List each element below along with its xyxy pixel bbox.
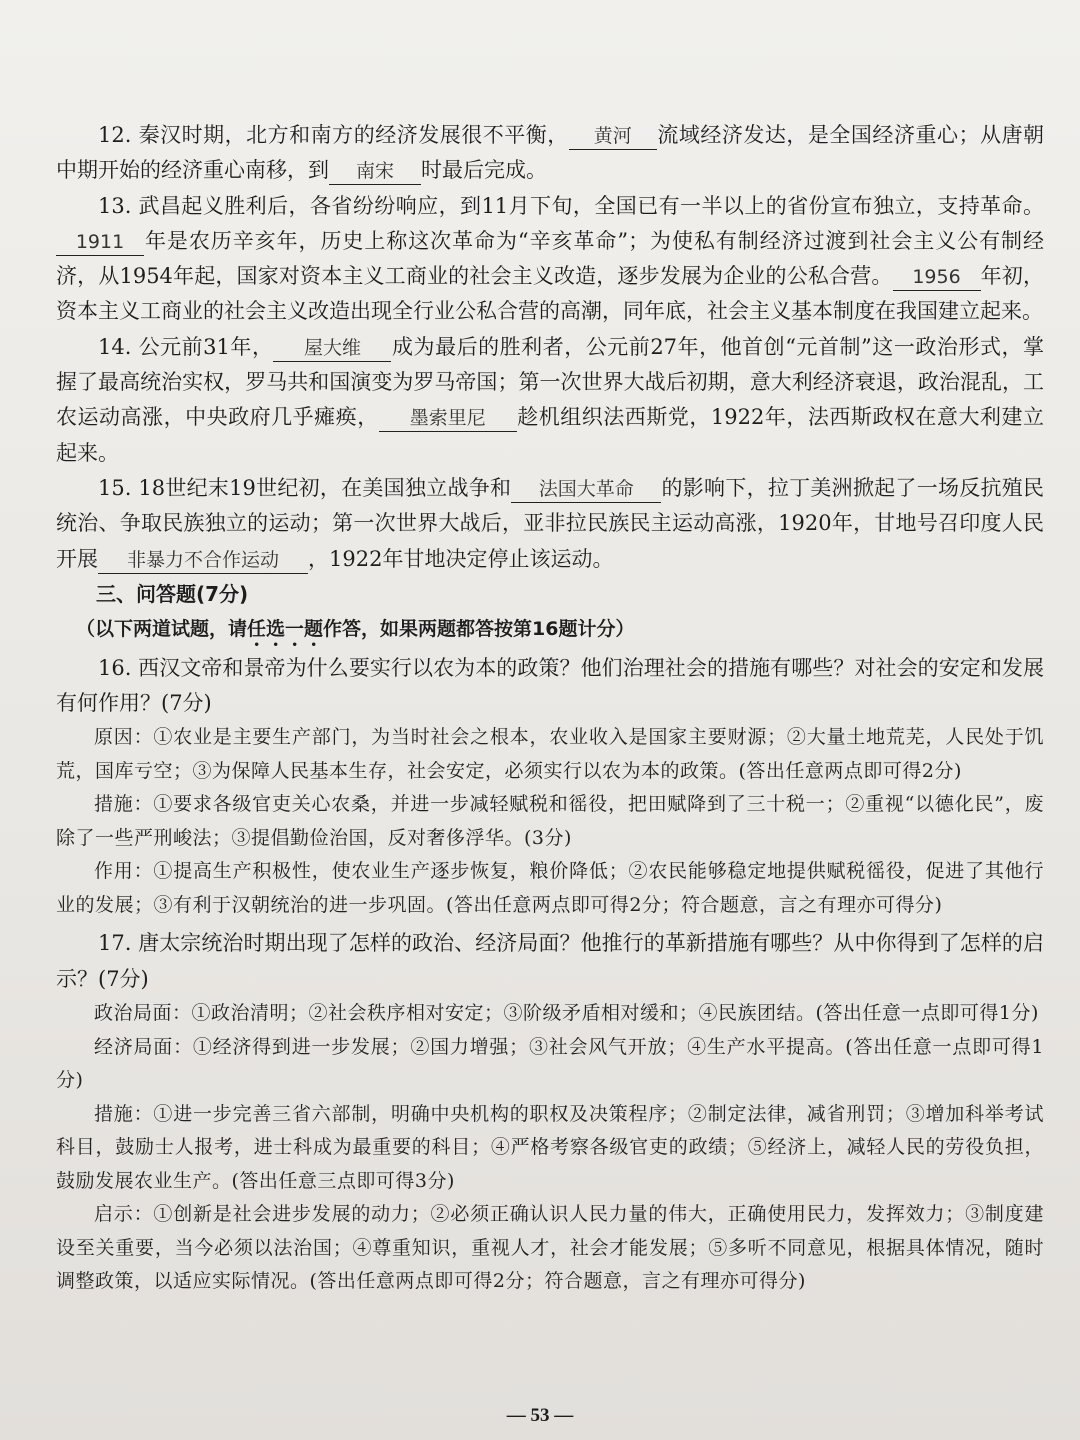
question-13 (56, 189, 1044, 330)
q16-answer-measures: 措施：①要求各级官吏关心农桑，并进一步减轻赋税和徭役，把田赋降到了三十税一；②重视“以德化民”，废除了一些严刑峻法；③提倡勤俭治国，反对奢侈浮华。(3分) (56, 793, 1044, 849)
instructions-emphasis: 任选一题 (247, 617, 324, 640)
q14-answer-blank-2: 墨索里尼 (379, 405, 517, 432)
q14-answer-blank-1: 屋大维 (273, 335, 391, 362)
instructions-part-1: （以下两道试题，请 (76, 617, 248, 640)
q12-text-3: 时最后完成。 (421, 158, 547, 183)
q13-answer-blank-1: 1911 (56, 229, 144, 256)
q15-text-3: ，1922年甘地决定停止该运动。 (308, 546, 614, 571)
question-12 (56, 118, 1044, 189)
q13-text-1: 13. 武昌起义胜利后，各省纷纷响应，到11月下旬，全国已有一半以上的省份宣布独立，支持革命。 (98, 193, 1044, 218)
q12-text-2: 流域经济发达，是全国经济重心；从唐朝中期开始的经济重心南移，到 (56, 123, 1045, 183)
q14-text-3: 趁机组织法西斯党，1922年，法西斯政权在意大利建立起来。 (56, 405, 1044, 465)
section-3-instructions (76, 612, 1044, 651)
question-14 (56, 330, 1044, 471)
q17-answer-insight: 启示：①创新是社会进步发展的动力；②必须正确认识人民力量的伟大，正确使用民力，发挥效力；③制度建设至关重要，当今必须以法治国；④尊重知识，重视人才，社会才能发展；⑤多听不同意见，根据具体情况，随时调整政策，以适应实际情况。(答出任意两点即可得2分；符合题意，言之有理亦可得分) (56, 1203, 1044, 1293)
q13-text-2: 年是农历辛亥年，历史上称这次革命为“辛亥革命”；为使私有制经济过渡到社会主义公有制经济，从1954年起，国家对资本主义工商业的社会主义改造，逐步发展为企业的公私合营。 (56, 228, 1044, 289)
q15-answer-blank-1: 法国大革命 (511, 476, 661, 503)
q17-answer-economy: 经济局面：①经济得到进一步发展；②国力增强；③社会风气开放；④生产水平提高。(答出任意一点即可得1分) (56, 1035, 1044, 1092)
q17-answer-politics: 政治局面：①政治清明；②社会秩序相对安定；③阶级矛盾相对缓和；④民族团结。(答出任意一点即可得1分) (94, 1002, 1039, 1025)
q16-answer-reason: 原因：①农业是主要生产部门，为当时社会之根本，农业收入是国家主要财源；②大量土地荒芜，人民处于饥荒，国库亏空；③为保障人民基本生存，社会安定，必须实行以农为本的政策。(答出任意两点即可得2分) (56, 726, 1044, 782)
q15-answer-blank-2: 非暴力不合作运动 (98, 547, 308, 574)
section-3-title: 三、问答题(7分) (96, 581, 249, 606)
q14-text-1: 14. 公元前31年， (98, 334, 274, 359)
question-17: 17. 唐太宗统治时期出现了怎样的政治、经济局面？他推行的革新措施有哪些？从中你得到了怎样的启示？(7分) (56, 931, 1044, 991)
page-number: — 53 — (506, 1405, 574, 1426)
question-16: 16. 西汉文帝和景帝为什么要实行以农为本的政策？他们治理社会的措施有哪些？对社会的安定和发展有何作用？(7分) (56, 655, 1044, 716)
q14-text-2: 成为最后的胜利者，公元前27年，他首创“元首制”这一政治形式，掌握了最高统治实权，罗马共和国演变为罗马帝国；第一次世界大战后初期，意大利经济衰退，政治混乱，工农运动高涨，中央政府几乎瘫痪， (56, 334, 1044, 430)
instructions-part-2: 作答，如果两题都答按第16题计分） (323, 617, 635, 640)
question-15 (56, 471, 1044, 577)
q12-answer-blank-1: 黄河 (569, 123, 657, 150)
q13-answer-blank-2: 1956 (893, 264, 981, 291)
q15-text-1: 15. 18世纪末19世纪初，在美国独立战争和 (98, 475, 512, 500)
q12-answer-blank-2: 南宋 (329, 158, 421, 185)
q17-answer-measures: 措施：①进一步完善三省六部制，明确中央机构的职权及决策程序；②制定法律，减省刑罚；③增加科举考试科目，鼓励士人报考，进士科成为最重要的科目；④严格考察各级官吏的政绩；⑤经济上，减轻人民的劳役负担，鼓励发展农业生产。(答出任意三点即可得3分) (56, 1102, 1044, 1192)
page-content (56, 118, 1044, 1299)
q15-text-2: 的影响下，拉丁美洲掀起了一场反抗殖民统治、争取民族独立的运动；第一次世界大战后，亚非拉民族民主运动高涨，1920年，甘地号召印度人民开展 (56, 475, 1045, 571)
q13-text-3: 年初，资本主义工商业的社会主义改造出现全行业公私合营的高潮，同年底，社会主义基本制度在我国建立起来。 (56, 264, 1044, 324)
q12-text-1: 12. 秦汉时期，北方和南方的经济发展很不平衡， (98, 123, 569, 147)
q16-answer-effect: 作用：①提高生产积极性，使农业生产逐步恢复，粮价降低；②农民能够稳定地提供赋税徭役，促进了其他行业的发展；③有利于汉朝统治的进一步巩固。(答出任意两点即可得2分；符合题意，言之有理亦可得分) (56, 860, 1044, 916)
